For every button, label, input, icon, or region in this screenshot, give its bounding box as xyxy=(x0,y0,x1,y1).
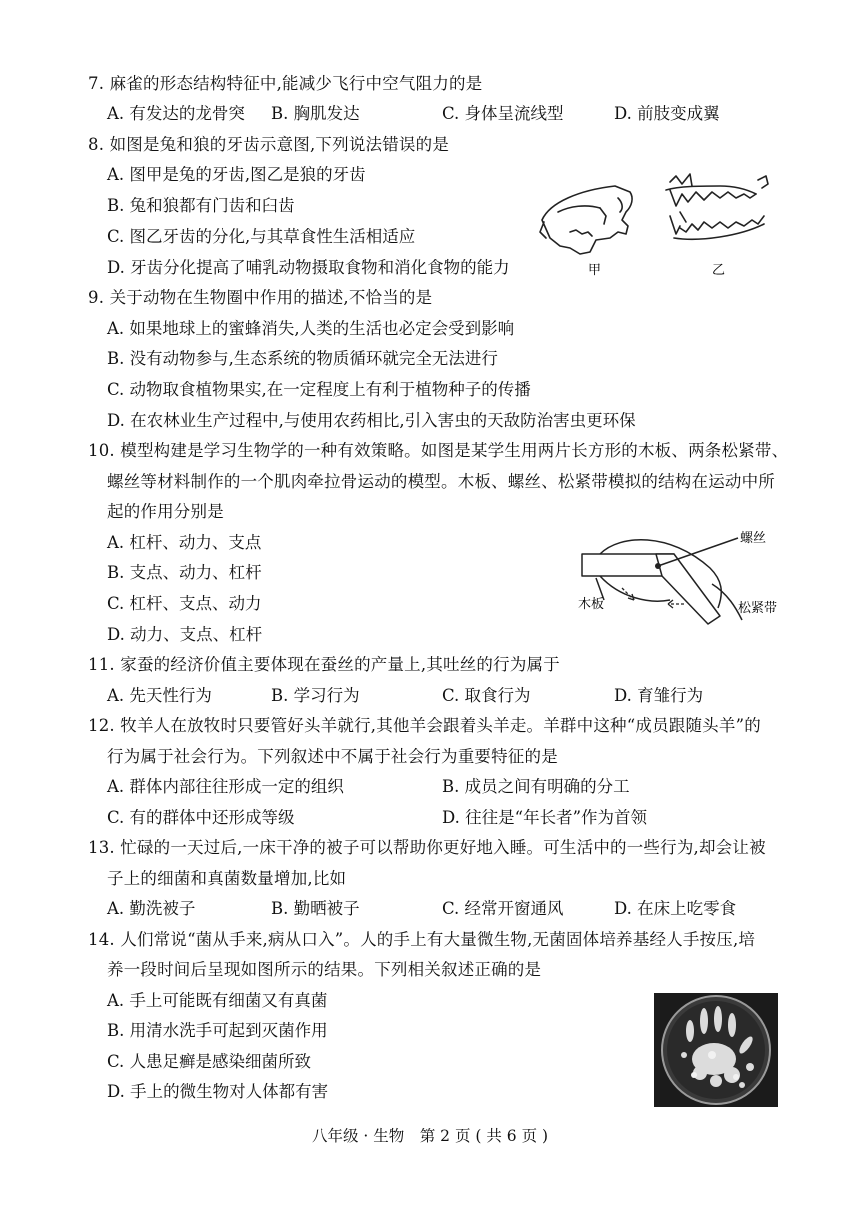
q7-option-d: D. 前肢变成翼 xyxy=(614,104,720,123)
question-8-stem: 8. 如图是兔和狼的牙齿示意图,下列说法错误的是 xyxy=(88,135,450,154)
q9-option-a: A. 如果地球上的蜜蜂消失,人类的生活也必定会受到影响 xyxy=(107,319,515,338)
q12-option-c: C. 有的群体中还形成等级 xyxy=(107,808,295,827)
question-11-stem: 11. 家蚕的经济价值主要体现在蚕丝的产量上,其吐丝的行为属于 xyxy=(88,655,560,674)
q8-option-d: D. 牙齿分化提高了哺乳动物摄取食物和消化食物的能力 xyxy=(107,258,510,277)
question-12-stem-line-2: 行为属于社会行为。下列叙述中不属于社会行为重要特征的是 xyxy=(107,747,558,766)
question-10-stem-line-1: 10. 模型构建是学习生物学的一种有效策略。如图是某学生用两片长方形的木板、两条松紧带、 xyxy=(88,441,789,460)
wolf-teeth-drawing xyxy=(666,174,768,239)
q12-option-d: D. 往往是“年长者”作为首领 xyxy=(442,808,648,827)
question-10-stem-line-3: 起的作用分别是 xyxy=(107,502,224,521)
question-13-stem-line-2: 子上的细菌和真菌数量增加,比如 xyxy=(107,869,347,888)
q12-option-b: B. 成员之间有明确的分工 xyxy=(442,777,630,796)
q7-option-a: A. 有发达的龙骨突 xyxy=(107,104,245,123)
label-screw: 螺丝 xyxy=(740,531,767,546)
q8-option-c: C. 图乙牙齿的分化,与其草食性生活相适应 xyxy=(107,227,416,246)
elastic-band-bottom xyxy=(600,576,670,601)
q14-option-b: B. 用清水洗手可起到灭菌作用 xyxy=(107,1021,328,1040)
q13-option-a: A. 勤洗被子 xyxy=(107,899,196,918)
q14-option-a: A. 手上可能既有细菌又有真菌 xyxy=(107,991,328,1010)
q8-option-a: A. 图甲是兔的牙齿,图乙是狼的牙齿 xyxy=(107,165,366,184)
q7-option-c: C. 身体呈流线型 xyxy=(442,104,564,123)
muscle-model-figure xyxy=(560,528,800,638)
page-footer: 八年级 · 生物 第 2 页 ( 共 6 页 ) xyxy=(311,1127,549,1145)
petri-dish-image xyxy=(654,993,778,1107)
q12-option-a: A. 群体内部往往形成一定的组织 xyxy=(107,777,344,796)
q9-option-c: C. 动物取食植物果实,在一定程度上有利于植物种子的传播 xyxy=(107,380,531,399)
q11-option-b: B. 学习行为 xyxy=(271,686,360,705)
q7-option-b: B. 胸肌发达 xyxy=(271,104,360,123)
q13-option-d: D. 在床上吃零食 xyxy=(614,899,737,918)
q9-option-b: B. 没有动物参与,生态系统的物质循环就完全无法进行 xyxy=(107,349,498,368)
label-board: 木板 xyxy=(578,597,605,612)
teeth-diagram xyxy=(530,172,790,282)
q14-option-c: C. 人患足癣是感染细菌所致 xyxy=(107,1052,312,1071)
screw-dot xyxy=(655,563,661,569)
q11-option-c: C. 取食行为 xyxy=(442,686,531,705)
figure-label-jia: 甲 xyxy=(588,263,602,278)
q11-option-a: A. 先天性行为 xyxy=(107,686,212,705)
q10-option-c: C. 杠杆、支点、动力 xyxy=(107,594,262,613)
muscle-model-diagram xyxy=(560,528,800,638)
q11-option-d: D. 育雏行为 xyxy=(614,686,704,705)
question-7-stem: 7. 麻雀的形态结构特征中,能减少飞行中空气阻力的是 xyxy=(88,74,483,93)
q14-option-d: D. 手上的微生物对人体都有害 xyxy=(107,1082,329,1101)
screw-leader-line xyxy=(658,538,738,566)
lower-board-shape xyxy=(656,554,720,624)
teeth-figure xyxy=(530,172,790,282)
question-14-stem-line-1: 14. 人们常说“菌从手来,病从口入”。人的手上有大量微生物,无菌固体培养基经人手按压,培 xyxy=(88,930,756,949)
label-elastic-band: 松紧带 xyxy=(738,601,778,616)
question-12-stem-line-1: 12. 牧羊人在放牧时只要管好头羊就行,其他羊会跟着头羊走。羊群中这种“成员跟随头羊”的 xyxy=(88,716,761,735)
q8-option-b: B. 兔和狼都有门齿和臼齿 xyxy=(107,196,295,215)
q13-option-b: B. 勤晒被子 xyxy=(271,899,360,918)
figure-label-yi: 乙 xyxy=(712,263,726,278)
rabbit-skull-drawing xyxy=(540,186,632,254)
q10-option-d: D. 动力、支点、杠杆 xyxy=(107,625,263,644)
q10-option-a: A. 杠杆、动力、支点 xyxy=(107,533,262,552)
q13-option-c: C. 经常开窗通风 xyxy=(442,899,564,918)
question-13-stem-line-1: 13. 忙碌的一天过后,一床干净的被子可以帮助你更好地入睡。可生活中的一些行为,却会让被 xyxy=(88,838,766,857)
question-9-stem: 9. 关于动物在生物圈中作用的描述,不恰当的是 xyxy=(88,288,433,307)
q9-option-d: D. 在农林业生产过程中,与使用农药相比,引入害虫的天敌防治害虫更环保 xyxy=(107,411,636,430)
question-10-stem-line-2: 螺丝等材料制作的一个肌肉牵拉骨运动的模型。木板、螺丝、松紧带模拟的结构在运动中所 xyxy=(107,472,775,491)
q10-option-b: B. 支点、动力、杠杆 xyxy=(107,563,262,582)
question-14-stem-line-2: 养一段时间后呈现如图所示的结果。下列相关叙述正确的是 xyxy=(107,960,542,979)
petri-dish-photo xyxy=(654,993,778,1107)
